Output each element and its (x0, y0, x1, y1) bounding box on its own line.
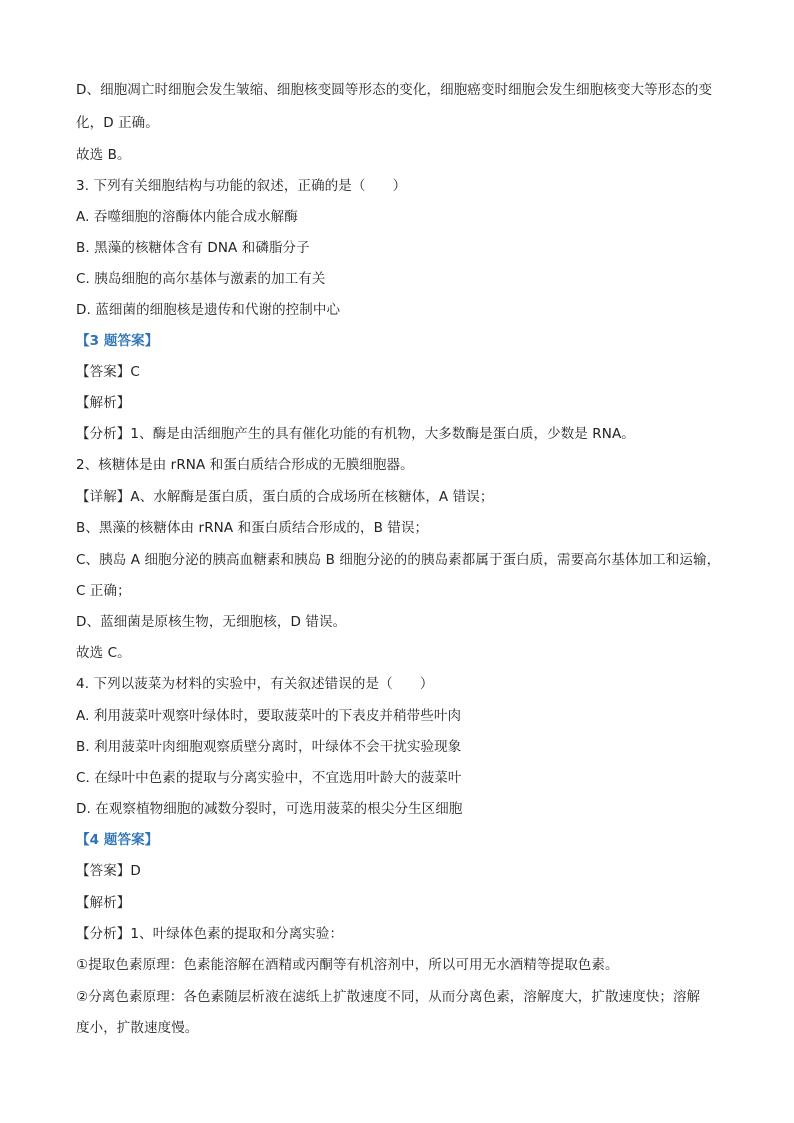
question-3-answer-heading: 【3 题答案】 (76, 333, 159, 349)
text-line: 【分析】1、酶是由活细胞产生的具有催化功能的有机物，大多数酶是蛋白质，少数是 RNA。 (76, 426, 635, 442)
question-3-answer: 【答案】C (76, 364, 140, 380)
question-4-option-c: C. 在绿叶中色素的提取与分离实验中，不宜选用叶龄大的菠菜叶 (76, 770, 462, 786)
text-line: 化，D 正确。 (76, 115, 159, 131)
text-line: 故选 C。 (76, 645, 131, 661)
text-line: ①提取色素原理：色素能溶解在酒精或丙酮等有机溶剂中，所以可用无水酒精等提取色素。 (76, 957, 619, 973)
text-line: 度小，扩散速度慢。 (76, 1020, 199, 1036)
question-4-answer-heading: 【4 题答案】 (76, 832, 159, 848)
text-line: B、黑藻的核糖体由 rRNA 和蛋白质结合形成的，B 错误； (76, 520, 429, 536)
text-line: 【详解】A、水解酶是蛋白质，蛋白质的合成场所在核糖体，A 错误； (76, 489, 494, 505)
text-line: 【分析】1、叶绿体色素的提取和分离实验： (76, 926, 344, 942)
text-line: D、蓝细菌是原核生物，无细胞核，D 错误。 (76, 614, 347, 630)
question-4-option-d: D. 在观察植物细胞的减数分裂时，可选用菠菜的根尖分生区细胞 (76, 801, 463, 817)
question-4-option-a: A. 利用菠菜叶观察叶绿体时，要取菠菜叶的下表皮并稍带些叶肉 (76, 708, 462, 724)
text-line: ②分离色素原理：各色素随层析液在滤纸上扩散速度不同，从而分离色素，溶解度大，扩散速度快；溶解 (76, 989, 701, 1005)
text-line: 2、核糖体是由 rRNA 和蛋白质结合形成的无膜细胞器。 (76, 457, 414, 473)
question-4-answer: 【答案】D (76, 863, 141, 879)
text-line: 故选 B。 (76, 147, 131, 163)
question-4-stem: 4. 下列以菠菜为材料的实验中，有关叙述错误的是（ ） (76, 676, 434, 692)
question-3-option-c: C. 胰岛细胞的高尔基体与激素的加工有关 (76, 271, 326, 287)
question-3-analysis-heading: 【解析】 (76, 395, 131, 411)
question-3-stem: 3. 下列有关细胞结构与功能的叙述，正确的是（ ） (76, 178, 407, 194)
text-line: C 正确； (76, 583, 131, 599)
question-3-option-d: D. 蓝细菌的细胞核是遗传和代谢的控制中心 (76, 302, 341, 318)
question-3-option-b: B. 黑藻的核糖体含有 DNA 和磷脂分子 (76, 240, 310, 256)
question-4-analysis-heading: 【解析】 (76, 895, 131, 911)
text-line: C、胰岛 A 细胞分泌的胰高血糖素和胰岛 B 细胞分泌的的胰岛素都属于蛋白质，需要高尔基体加工和运输， (76, 552, 721, 568)
question-3-option-a: A. 吞噬细胞的溶酶体内能合成水解酶 (76, 209, 298, 225)
question-4-option-b: B. 利用菠菜叶肉细胞观察质壁分离时，叶绿体不会干扰实验现象 (76, 739, 462, 755)
text-line: D、细胞凋亡时细胞会发生皱缩、细胞核变圆等形态的变化，细胞癌变时细胞会发生细胞核变大等形态的变 (76, 82, 713, 98)
